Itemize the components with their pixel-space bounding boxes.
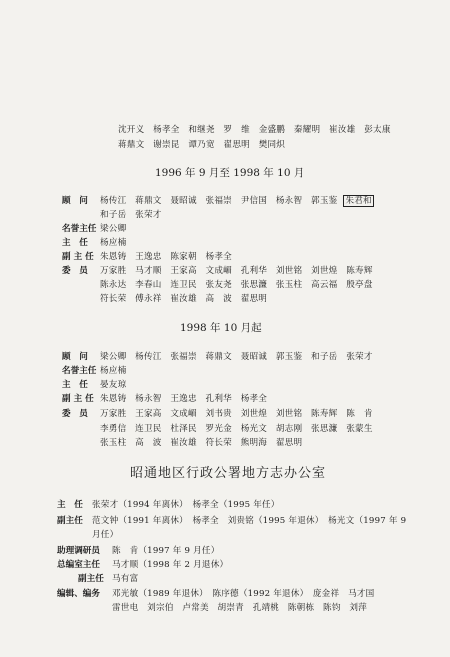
period2-vice-label: 副 主 任 [62, 394, 94, 404]
period1-consultant-line1 [100, 196, 374, 207]
office-title: 昭通地区行政公署地方志办公室 [130, 466, 327, 481]
period1-vice: 朱恩铸 王逸忠 陈家朝 杨孝全 [100, 252, 232, 262]
period1-consultant-names: 杨传江 蒋鼎文 聂昭诚 张福崇 尹信国 杨永智 郭玉鉴 [100, 196, 338, 206]
period1-member-label: 委 员 [62, 266, 88, 276]
office-row-2-label: 副主任 [57, 516, 83, 526]
office-row-1-label: 主 任 [57, 500, 83, 510]
top-names-line-2: 蒋鼎文 谢崇昆 谭乃宽 翟思明 樊同炽 [118, 140, 286, 150]
period2-members-line-2: 李勇信 连卫民 杜泽民 罗光金 杨光文 胡志刚 张思濂 张蒙生 [100, 424, 373, 434]
office-row-4-label: 助理调研员 [57, 546, 100, 556]
period2-member-label: 委 员 [62, 409, 88, 419]
period1-chief-label: 主 任 [62, 238, 88, 248]
period2-consultant: 梁公卿 杨传江 张福崇 蒋鼎文 聂昭诚 郭玉鉴 和子岳 张荣才 [100, 352, 373, 362]
office-row-5-label: 总编室主任 [57, 560, 100, 570]
period1-consultant-boxed-name: 朱君和 [345, 196, 372, 206]
period1-consultant-line2: 和子岳 张荣才 [100, 210, 162, 220]
period2-chief-label: 主 任 [62, 380, 88, 390]
office-row-6-label: 副主任 [78, 574, 104, 584]
office-row-3-text: 月任） [92, 530, 119, 540]
period2-chief: 晏友琼 [100, 380, 127, 390]
period1-consultant-label: 顾 问 [62, 196, 88, 206]
period2-hon-chief-label: 名誉主任 [62, 366, 97, 376]
office-row-6-text: 马有富 [112, 574, 139, 584]
period1-members-line-2: 陈永达 李春山 连卫民 张友尧 张思濂 张玉柱 高云福 殷亭盘 [100, 280, 373, 290]
period1-heading: 1996 年 9 月至 1998 年 10 月 [155, 167, 305, 179]
period1-vice-label: 副 主 任 [62, 252, 94, 262]
period1-hon-chief-label: 名誉主任 [62, 224, 97, 234]
office-row-2-text: 范文钟（1991 年离休） 杨孝全 刘贵铭（1995 年退休） 杨光文（1997 年 9 [92, 516, 407, 526]
office-row-5-text: 马才顺（1998 年 2 月退休） [112, 560, 229, 570]
period1-members-line-3: 符长荣 傅永祥 崔汝雄 高 波 翟思明 [100, 294, 268, 304]
office-row-8-text: 雷世电 刘宗伯 卢常美 胡崇青 孔靖桃 陈朝栋 陈钧 刘萍 [112, 603, 368, 613]
period2-members-line-1: 万家胜 王家高 文成嵋 刘书贵 刘世煌 刘世铭 陈寿辉 陈 肯 [100, 409, 373, 419]
top-names-line-1: 沈开义 杨孝全 和继尧 罗 维 金盛鹏 秦耀明 崔汝雄 彭太康 [118, 125, 391, 135]
period1-hon-chief: 梁公卿 [100, 224, 127, 234]
period2-members-line-3: 张玉柱 高 波 崔汝雄 符长荣 熊明海 翟思明 [100, 438, 303, 448]
office-row-4-text: 陈 肯（1997 年 9 月任） [112, 546, 220, 556]
office-row-1-text: 张荣才（1994 年离休） 杨孝全（1995 年任） [92, 500, 280, 510]
period1-members-line-1: 万家胜 马才顺 王家高 文成嵋 孔利华 刘世铭 刘世煌 陈寿辉 [100, 266, 373, 276]
period2-vice: 朱恩铸 杨永智 王逸忠 孔利华 杨孝全 [100, 394, 268, 404]
office-row-7-label: 编辑、编务 [57, 589, 100, 599]
period2-heading: 1998 年 10 月起 [180, 322, 262, 334]
office-row-7-text: 邓光敏（1989 年退休） 陈序德（1992 年退休） 庞金祥 马才国 [112, 589, 375, 599]
period1-chief: 杨应楠 [100, 238, 127, 248]
period2-consultant-label: 顾 问 [62, 352, 88, 362]
period2-hon-chief: 杨应楠 [100, 366, 127, 376]
